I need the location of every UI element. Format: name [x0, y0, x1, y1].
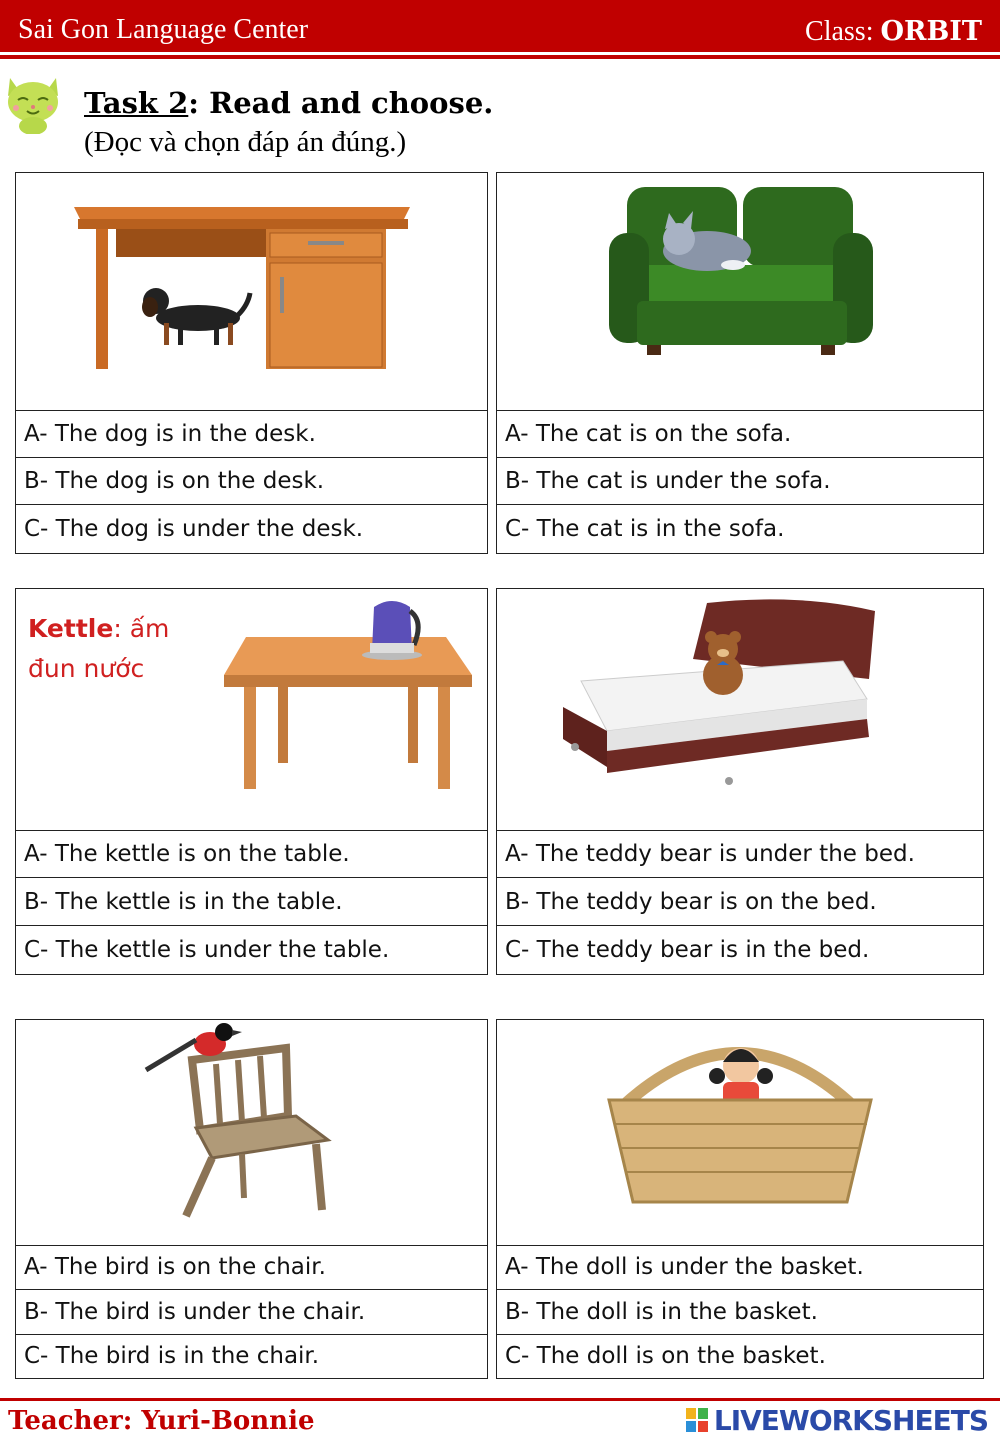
question-card-teddy-bear [496, 588, 984, 975]
picture-area [497, 589, 983, 831]
cat-on-sofa-illustration [497, 173, 982, 410]
note-word: Kettle [28, 614, 114, 643]
task-subtitle: (Đọc và chọn đáp án đúng.) [84, 126, 407, 158]
option-c[interactable]: C- The cat is in the sofa. [505, 515, 785, 542]
option-a[interactable]: A- The teddy bear is under the bed. [497, 830, 983, 878]
question-card-cat [496, 172, 984, 554]
footer-rule [0, 1398, 1000, 1401]
class-name: ORBIT [880, 16, 982, 47]
bird-on-chair-illustration [16, 1020, 486, 1245]
option-b[interactable]: B- The doll is in the basket. [497, 1290, 983, 1335]
teddy-bear-on-bed-illustration [497, 589, 982, 830]
question-card-kettle [15, 588, 488, 975]
center-name: Sai Gon Language Center [18, 14, 309, 45]
option-b[interactable]: B- The teddy bear is on the bed. [497, 878, 983, 926]
picture-area [16, 1020, 487, 1246]
teacher-name: Teacher: Yuri-Bonnie [8, 1406, 315, 1436]
question-card-dog [15, 172, 488, 554]
option-a[interactable]: A- The dog is in the desk. [16, 410, 487, 458]
option-c[interactable]: C- The dog is under the desk. [24, 515, 364, 542]
doll-in-basket-illustration [497, 1020, 982, 1245]
option-c[interactable]: C- The bird is in the chair. [24, 1343, 320, 1369]
picture-area [497, 1020, 983, 1246]
liveworksheets-logo-icon [686, 1408, 708, 1432]
option-b[interactable]: B- The kettle is in the table. [16, 878, 487, 926]
option-a[interactable]: A- The cat is on the sofa. [497, 410, 983, 458]
dog-under-desk-illustration [16, 173, 486, 410]
option-b[interactable]: B- The dog is on the desk. [16, 458, 487, 505]
question-card-bird [15, 1019, 488, 1379]
option-c[interactable]: C- The doll is on the basket. [505, 1343, 826, 1369]
class-label: Class: ORBIT [805, 16, 982, 47]
option-c[interactable]: C- The teddy bear is in the bed. [505, 936, 870, 963]
picture-area [497, 173, 983, 411]
task-title: Task 2: Read and choose. [84, 86, 494, 120]
picture-area [16, 173, 487, 411]
option-b[interactable]: B- The cat is under the sofa. [497, 458, 983, 505]
picture-area [16, 589, 487, 831]
liveworksheets-brand: LIVEWORKSHEETS [713, 1404, 988, 1437]
header-rule [0, 55, 1000, 59]
option-a[interactable]: A- The bird is on the chair. [16, 1245, 487, 1290]
option-a[interactable]: A- The doll is under the basket. [497, 1245, 983, 1290]
option-c[interactable]: C- The kettle is under the table. [24, 936, 390, 963]
vocabulary-note: Kettle: ấm đun nước [28, 614, 170, 683]
option-b[interactable]: B- The bird is under the chair. [16, 1290, 487, 1335]
question-card-doll [496, 1019, 984, 1379]
header-bar [0, 0, 1000, 52]
cat-mascot-icon [4, 74, 62, 134]
option-a[interactable]: A- The kettle is on the table. [16, 830, 487, 878]
